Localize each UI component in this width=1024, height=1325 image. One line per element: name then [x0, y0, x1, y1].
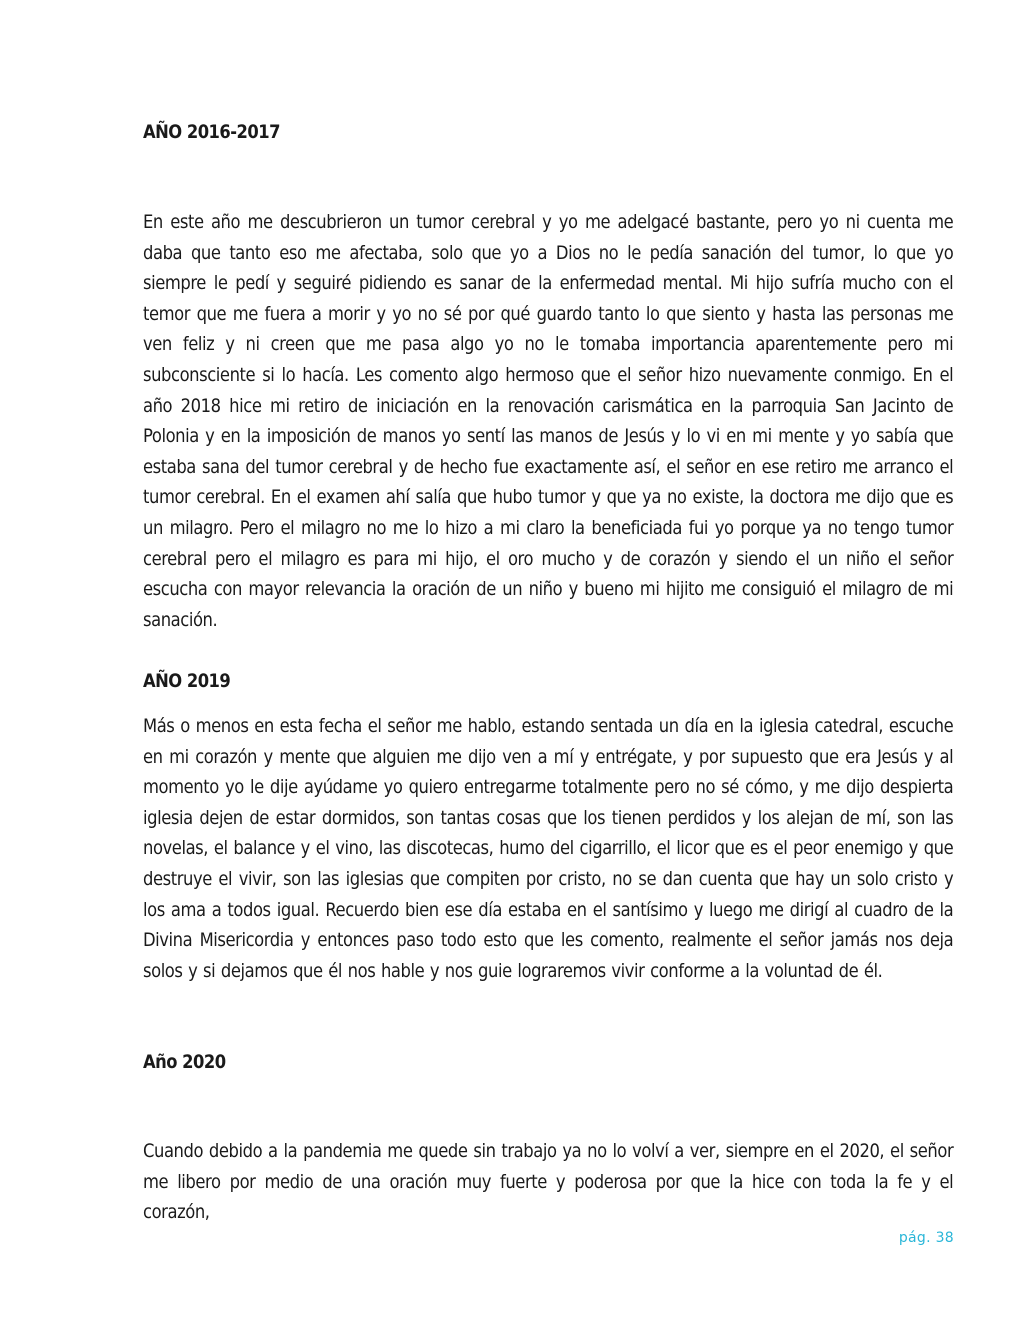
section-paragraph-2016-2017: En este año me descubrieron un tumor cerebral y yo me adelgacé bastante, pero yo ni cuenta me daba que tanto eso me afectaba, solo que yo a Dios no le pedía sanación del tumor, lo que yo siempre le pedí y seguiré pidiendo es sanar de la enfermedad mental. Mi hijo sufría mucho con el temor que me fuera a morir y yo no sé por qué guardo tanto lo que siento y hasta las personas me ven feliz y ni creen que me pasa algo yo no le tomaba importancia aparentemente pero mi subconsciente si lo hacía. Les comento algo hermoso que el señor hizo nuevamente conmigo. En el año 2018 hice mi retiro de iniciación en la renovación carismática en la parroquia San Jacinto de Polonia y en la imposición de manos yo sentí las manos de Jesús y lo vi en mi mente y yo sabía que estaba sana del tumor cerebral y de hecho fue exactamente así, el señor en ese retiro me arranco el tumor cerebral. En el examen ahí salía que hubo tumor y que ya no existe, la doctora me dijo que es un milagro. Pero el milagro no me lo hizo a mi claro la beneficiada fui yo porque ya no tengo tumor cerebral pero el milagro es para mi hijo, el oro mucho y de corazón y siendo el un niño el señor escucha con mayor relevancia la oración de un niño y bueno mi hijito me consiguió el milagro de mi sanación.: [143, 211, 954, 631]
section-paragraph-2020: Cuando debido a la pandemia me quede sin trabajo ya no lo volví a ver, siempre en el 2020, el señor me libero por medio de una oración muy fuerte y poderosa por que la hice con toda la fe y el corazón,: [143, 1140, 954, 1224]
section-heading-2020: Año 2020: [143, 1051, 226, 1073]
section-heading-2019: AÑO 2019: [143, 670, 231, 692]
page-number: pág. 38: [898, 1230, 954, 1246]
section-heading-2016-2017: AÑO 2016-2017: [143, 121, 280, 143]
section-paragraph-2019: Más o menos en esta fecha el señor me hablo, estando sentada un día en la iglesia catedral, escuche en mi corazón y mente que alguien me dijo ven a mí y entrégate, y por supuesto que era Jesús y al momento yo le dije ayúdame yo quiero entregarme totalmente pero no sé cómo, y me dijo despierta iglesia dejen de estar dormidos, son tantas cosas que los tienen perdidos y los alejan de mí, son las novelas, el balance y el vino, las discotecas, humo del cigarrillo, el licor que es el peor enemigo y que destruye el vivir, son las iglesias que compiten por cristo, no se dan cuenta que hay un solo cristo y los ama a todos igual. Recuerdo bien ese día estaba en el santísimo y luego me dirigí al cuadro de la Divina Misericordia y entonces paso todo esto que les comento, realmente el señor jamás nos deja solos y si dejamos que él nos hable y nos guie lograremos vivir conforme a la voluntad de él.: [143, 715, 954, 982]
